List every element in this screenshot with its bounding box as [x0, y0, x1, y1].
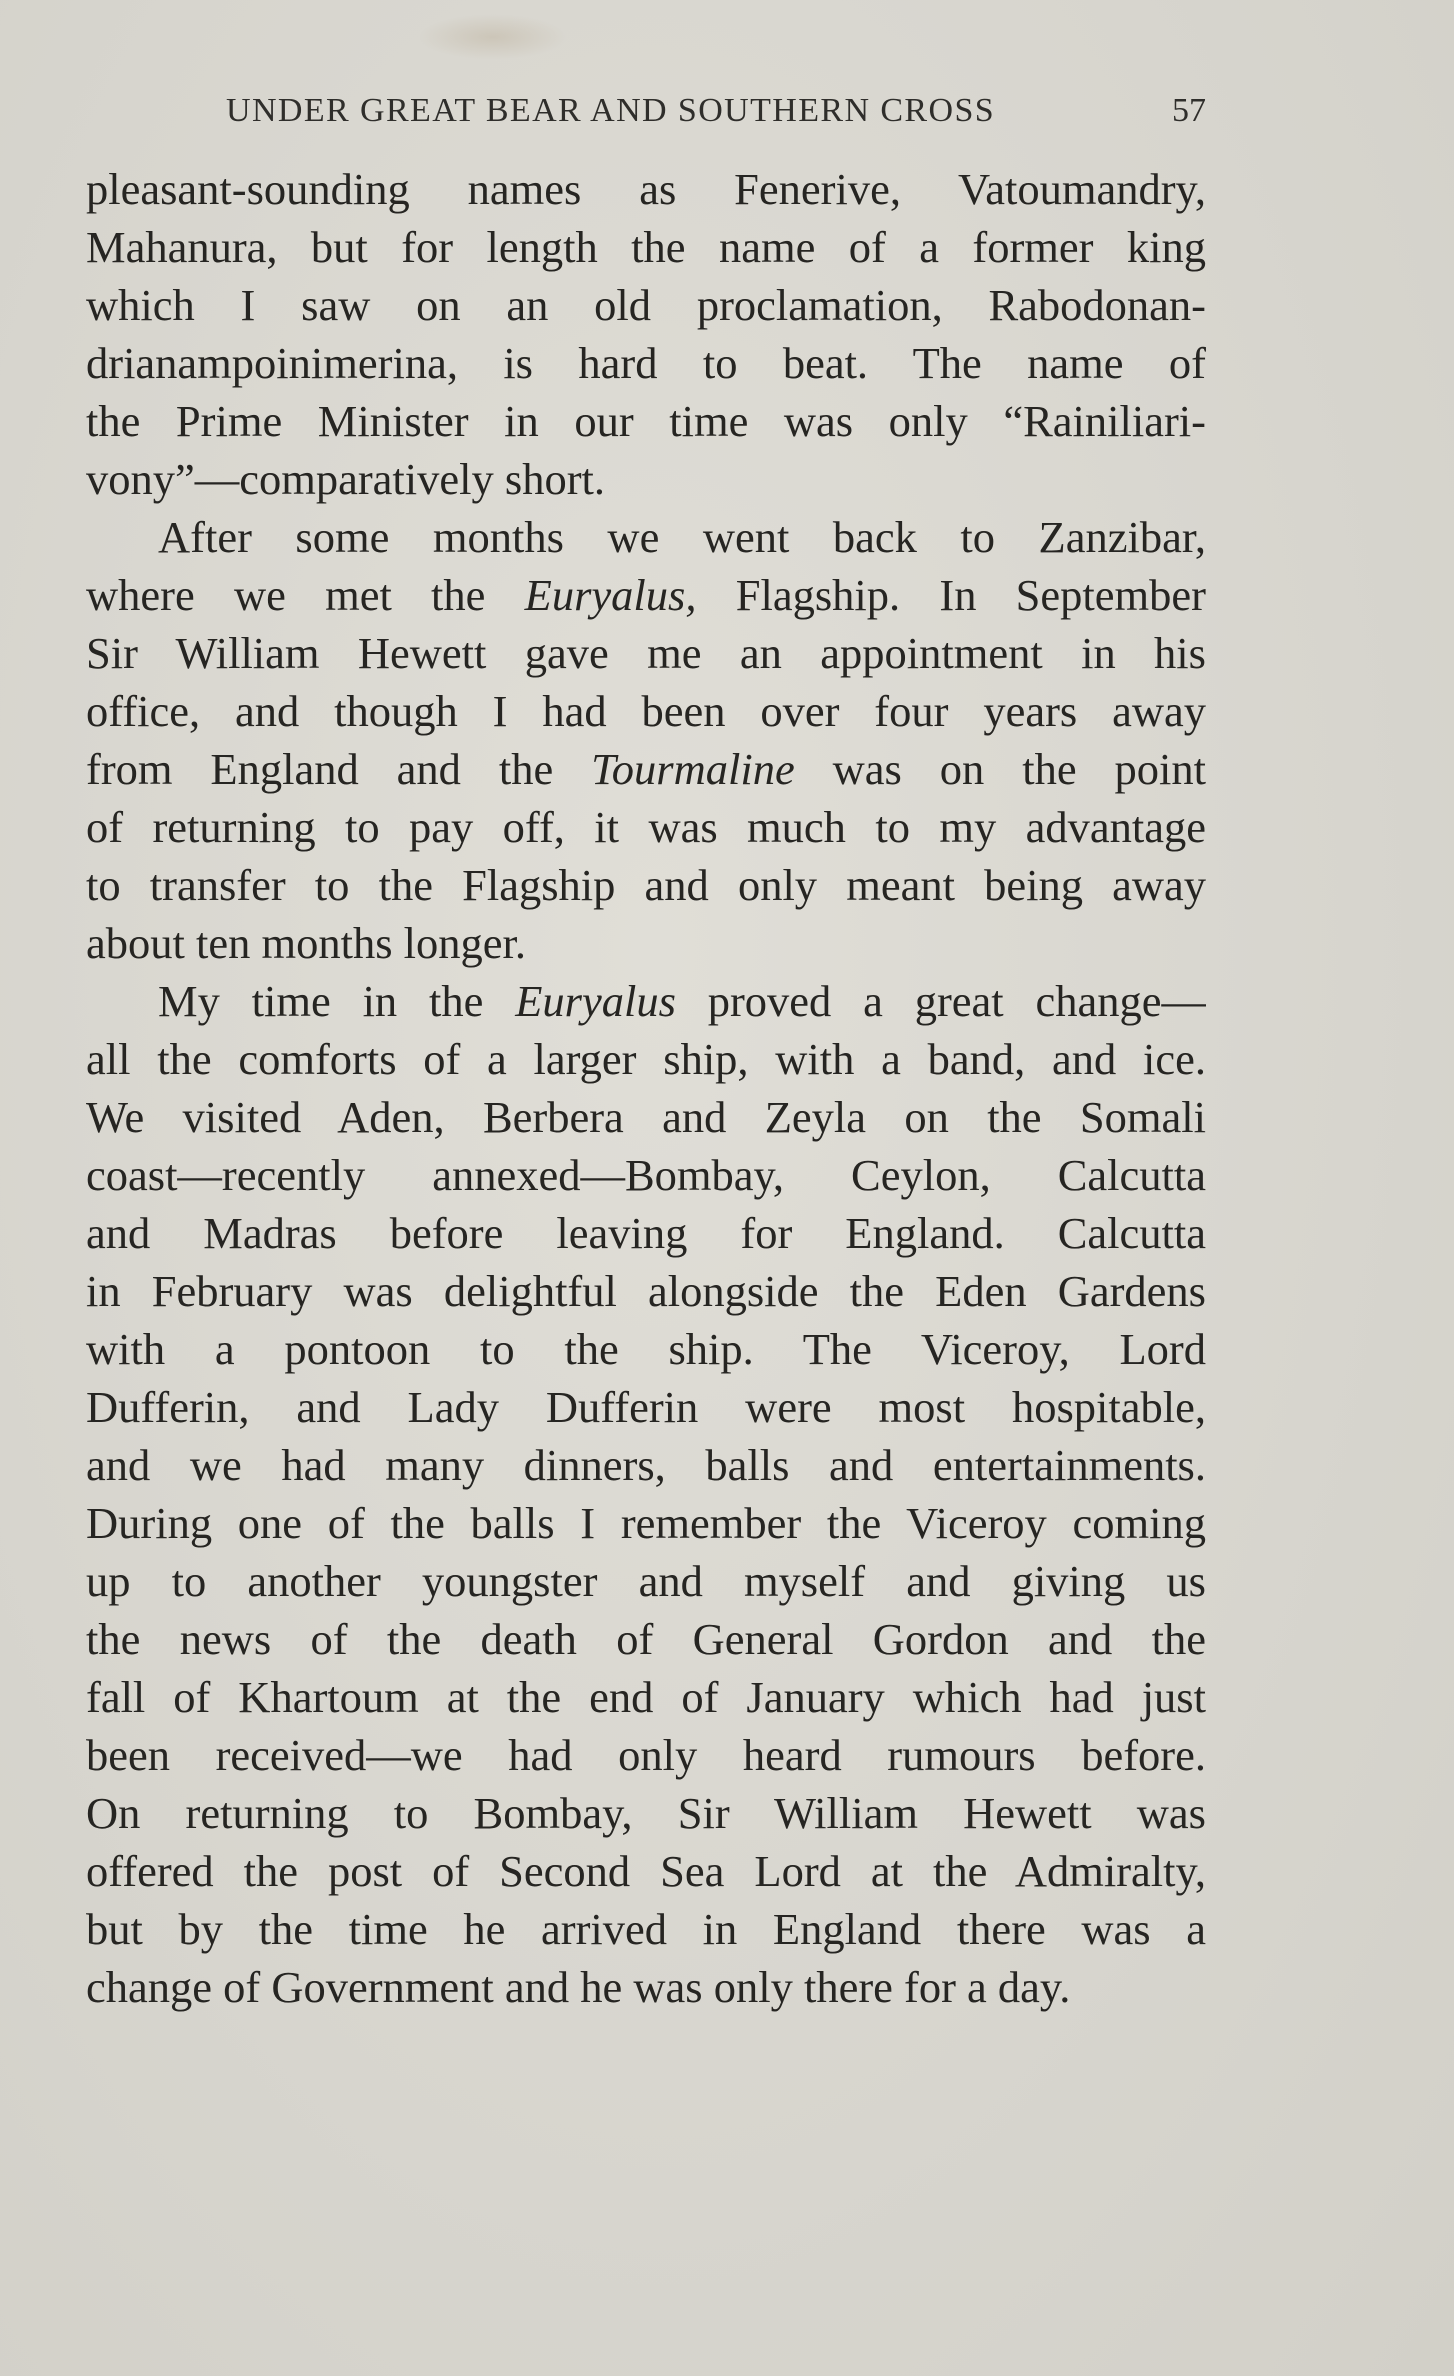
ship-name: Tourmaline — [591, 744, 795, 794]
text-line: pleasant-sounding names as Fenerive, Vatoumandry, — [86, 164, 1206, 214]
running-head — [226, 92, 1206, 132]
text-line: up to another youngster and myself and giving us — [86, 1556, 1206, 1606]
body-text — [86, 160, 1206, 2016]
text-line: coast—recently annexed—Bombay, Ceylon, Calcutta — [86, 1150, 1206, 1200]
text-line: On returning to Bombay, Sir William Hewett was — [86, 1788, 1206, 1838]
text-line: After some months we went back to Zanzibar, — [158, 512, 1206, 562]
text-line: of returning to pay off, it was much to my advantage — [86, 802, 1206, 852]
text-segment: proved a great change— — [675, 976, 1206, 1026]
text-line: been received—we had only heard rumours before. — [86, 1730, 1206, 1780]
text-line: Sir William Hewett gave me an appointment in his — [86, 628, 1206, 678]
text-segment: where we met the — [86, 570, 525, 620]
text-line: which I saw on an old proclamation, Rabodonan- — [86, 280, 1206, 330]
text-line — [86, 566, 1206, 624]
text-line: office, and though I had been over four years away — [86, 686, 1206, 736]
text-segment: from England and the — [86, 744, 592, 794]
text-line: but by the time he arrived in England there was a — [86, 1904, 1206, 1954]
text-line: vony”—comparatively short. — [86, 454, 606, 504]
text-line: about ten months longer. — [86, 918, 527, 968]
text-line: all the comforts of a larger ship, with a band, and ice. — [86, 1034, 1206, 1084]
text-line: the Prime Minister in our time was only “Rainiliari- — [86, 396, 1206, 446]
text-segment: My time in the — [158, 976, 516, 1026]
ship-name: Euryalus, — [524, 570, 697, 620]
text-line: Mahanura, but for length the name of a former king — [86, 222, 1206, 272]
text-line: and Madras before leaving for England. Calcutta — [86, 1208, 1206, 1258]
text-line: offered the post of Second Sea Lord at the Admiralty, — [86, 1846, 1206, 1896]
text-segment: Flagship. In September — [696, 570, 1206, 620]
text-line: the news of the death of General Gordon and the — [86, 1614, 1206, 1664]
text-line: with a pontoon to the ship. The Viceroy, Lord — [86, 1324, 1206, 1374]
text-line: fall of Khartoum at the end of January which had just — [86, 1672, 1206, 1722]
text-segment: was on the point — [794, 744, 1206, 794]
page-number: 57 — [1172, 92, 1206, 129]
text-line: Dufferin, and Lady Dufferin were most hospitable, — [86, 1382, 1206, 1432]
text-line: We visited Aden, Berbera and Zeyla on the Somali — [86, 1092, 1206, 1142]
text-line: to transfer to the Flagship and only meant being away — [86, 860, 1206, 910]
text-line — [86, 740, 1206, 798]
text-line: in February was delightful alongside the Eden Gardens — [86, 1266, 1206, 1316]
text-line: drianampoinimerina, is hard to beat. The name of — [86, 338, 1206, 388]
text-line: change of Government and he was only there for a day. — [86, 1962, 1071, 2012]
ship-name: Euryalus — [515, 976, 676, 1026]
text-line — [86, 972, 1206, 1030]
page-stain — [418, 14, 568, 60]
text-line: and we had many dinners, balls and entertainments. — [86, 1440, 1206, 1490]
running-title: UNDER GREAT BEAR AND SOUTHERN CROSS — [226, 92, 996, 129]
text-line: During one of the balls I remember the Viceroy coming — [86, 1498, 1206, 1548]
